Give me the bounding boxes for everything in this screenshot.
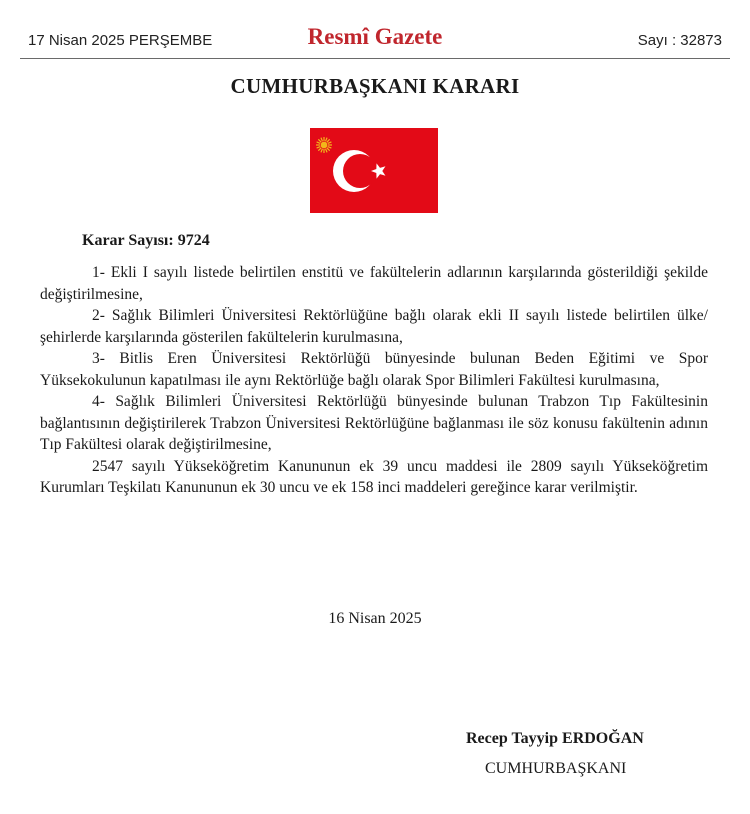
decree-body	[40, 262, 708, 499]
decree-article-2: 2- Sağlık Bilimleri Üniversitesi Rektörlüğüne bağlı olarak ekli II sayılı listede belirtilen ülke/şehirlerde karşılarında gösterilen fakültelerin kurulmasına,	[40, 307, 708, 346]
presidential-sun-emblem-icon	[316, 137, 332, 153]
decree-article-3: 3- Bitlis Eren Üniversitesi Rektörlüğü bünyesinde bulunan Beden Eğitimi ve Spor Yüksekokulunun kapatılması ile aynı Rektörlüğe bağlı olarak Spor Bilimleri Fakültesi kurulmasına,	[40, 350, 708, 389]
decree-article-1: 1- Ekli I sayılı listede belirtilen enstitü ve fakültelerin adlarının karşılarında gösterildiği şekilde değiştirilmesine,	[40, 264, 708, 303]
decree-title: CUMHURBAŞKANI KARARI	[230, 74, 520, 98]
signature-date: 16 Nisan 2025	[328, 610, 422, 627]
gazette-date: 17 Nisan 2025 PERŞEMBE	[28, 32, 213, 49]
turkish-flag-icon	[310, 128, 438, 213]
gazette-header	[20, 22, 730, 59]
emblem-core	[321, 142, 328, 149]
signatory-name: Recep Tayyip ERDOĞAN	[466, 730, 644, 747]
decree-article-4: 4- Sağlık Bilimleri Üniversitesi Rektörlüğü bünyesinde bulunan Trabzon Tıp Fakültesinin bağlantısının değiştirilerek Trabzon Üniversitesi Rektörlüğüne bağlanması ile söz konusu fakültenin adının Tıp Fakültesi olarak değiştirilmesine,	[40, 393, 708, 453]
gazette-issue-number: Sayı : 32873	[637, 32, 722, 49]
signatory-title: CUMHURBAŞKANI	[485, 760, 627, 777]
decree-legal-basis: 2547 sayılı Yükseköğretim Kanununun ek 39 uncu maddesi ile 2809 sayılı Yükseköğretim Kurumları Teşkilatı Kanununun ek 30 uncu ve ek 158 inci maddeleri gereğince karar verilmiştir.	[40, 457, 708, 496]
gazette-name: Resmî Gazete	[307, 24, 443, 49]
decree-number: Karar Sayısı: 9724	[82, 232, 210, 249]
